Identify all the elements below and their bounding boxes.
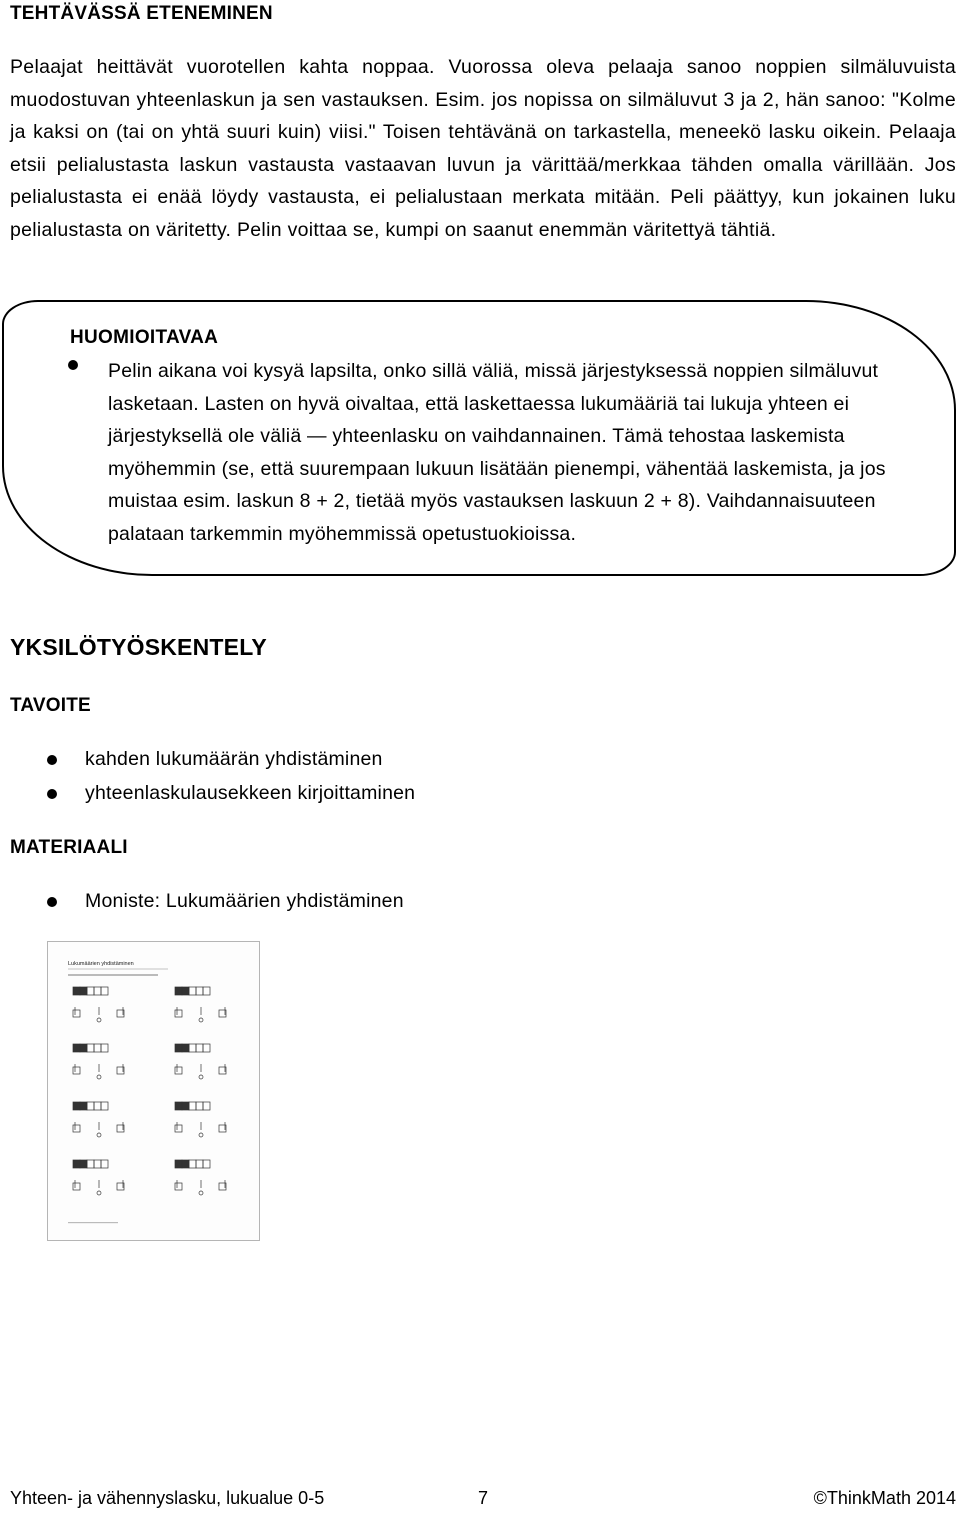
footer-copyright: ©ThinkMath 2014 <box>813 1488 956 1508</box>
tavoite-item: yhteenlaskulausekkeen kirjoittaminen <box>85 782 416 804</box>
materiaali-heading: MATERIAALI <box>10 837 128 858</box>
section-heading-tehtavassa-eteneminen: TEHTÄVÄSSÄ ETENEMINEN <box>10 3 273 24</box>
worksheet-thumbnail <box>47 941 260 1241</box>
section-heading-yksilotyoskentely: YKSILÖTYÖSKENTELY <box>10 634 267 660</box>
instructions-paragraph: Pelaajat heittävät vuorotellen kahta noppaa. Vuorossa oleva pelaaja sanoo noppien silmäluvuista muodostuvan yhteenlaskun ja sen vastauksen. Esim. jos nopissa on silmäluvut 3 ja 2, hän sanoo: "Kolme ja kaksi on (tai on yhtä suuri kuin) viisi." Toisen tehtävänä on tarkastella, meneekö lasku oikein. Pelaaja etsii pelialustasta laskun vastausta vastaavan luvun ja värittää/merkkaa tähden omalla värillään. Jos pelialustasta ei enää löydy vastausta, ei pelialustaan merkata mitään. Peli päättyy, kun jokainen luku pelialustasta on väritetty. Pelin voittaa se, kumpi on saanut enemmän väritettyä tähtiä. <box>10 56 956 241</box>
materiaali-item: Moniste: Lukumäärien yhdistäminen <box>85 890 404 912</box>
worksheet-title: Lukumäärien yhdistäminen <box>68 961 134 967</box>
tavoite-item: kahden lukumäärän yhdistäminen <box>85 748 383 770</box>
footer-left-text: Yhteen- ja vähennyslasku, lukualue 0-5 <box>10 1488 325 1508</box>
worksheet-preview-graphic <box>48 942 259 1240</box>
tavoite-heading: TAVOITE <box>10 695 91 716</box>
note-title: HUOMIOITAVAA <box>70 327 219 348</box>
bullet-icon <box>47 789 57 799</box>
note-bullet-icon <box>68 360 78 370</box>
bullet-icon <box>47 897 57 907</box>
bullet-icon <box>47 755 57 765</box>
page-number: 7 <box>478 1488 489 1508</box>
note-text: Pelin aikana voi kysyä lapsilta, onko sillä väliä, missä järjestyksessä noppien silmäluvut lasketaan. Lasten on hyvä oivaltaa, että laskettaessa lukumääriä tai lukuja yhteen ei järjestyksellä ole väliä — yhteenlasku on vaihdannainen. Tämä tehostaa laskemista myöhemmin (se, että suurempaan lukuun lisätään pienempi, vähentää laskemista, ja jos muistaa esim. laskun 8 + 2, tietää myös vastauksen laskuun 2 + 8). Vaihdannaisuuteen palataan tarkemmin myöhemmissä opetustuokioissa. <box>108 360 886 545</box>
